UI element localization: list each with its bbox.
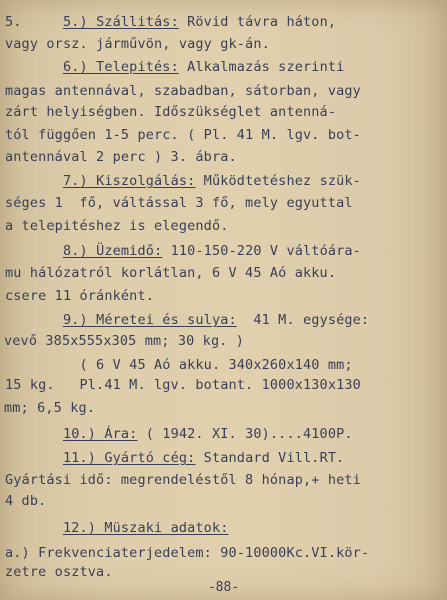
text-line [4, 400, 95, 416]
section-heading: 11.) Gyártó cég: [62, 450, 196, 466]
section-heading: 8.) Üzemidő: [62, 243, 163, 259]
line-text [5, 426, 63, 442]
line-text: mm; 6,5 kg. [4, 400, 96, 416]
line-text: 41 M. egysége: [236, 312, 370, 328]
text-line [5, 59, 344, 75]
text-line [5, 472, 361, 488]
text-line [5, 14, 336, 30]
text-line [5, 564, 113, 580]
line-text [5, 520, 63, 536]
text-line [5, 83, 361, 99]
text-line [5, 288, 154, 304]
line-text: Gyártási idő: megrendeléstől 8 hónap,+ heti [5, 472, 361, 488]
line-text: séges 1 fő, váltással 3 fő, mely egyuttal [5, 195, 353, 211]
line-text: 5. [5, 14, 63, 30]
text-line [5, 450, 344, 466]
section-heading: 12.) Müszaki adatok: [62, 520, 229, 536]
line-text: vevő 385x555x305 mm; 30 kg. ) [4, 333, 245, 349]
section-heading: 7.) Kiszolgálás: [62, 173, 196, 189]
text-line [5, 493, 46, 509]
text-line [5, 218, 229, 234]
text-line [5, 265, 336, 281]
line-text: ( 6 V 45 Aó akku. 340x260x140 mm; [5, 357, 353, 373]
text-line [5, 377, 361, 393]
line-text: a.) Frekvenciaterjedelem: 90-10000Kc.VI.kör- [5, 545, 370, 561]
line-text: 15 kg. Pl.41 M. lgv. botant. 1000x130x130 [5, 377, 361, 393]
text-line [5, 520, 229, 536]
line-text [5, 312, 63, 328]
text-line [5, 426, 353, 442]
line-text: magas antennával, szabadban, sátorban, vagy [5, 83, 361, 99]
section-heading: 9.) Méretei és sulya: [62, 312, 237, 328]
line-text [5, 59, 63, 75]
section-heading: 5.) Szállitás: [62, 14, 179, 30]
line-text: antennával 2 perc ) 3. ábra. [5, 149, 237, 165]
line-text: csere 11 óránként. [5, 288, 154, 304]
line-text [5, 173, 63, 189]
line-text: Standard Vill.RT. [195, 450, 345, 466]
text-line [5, 312, 369, 328]
line-text: vagy orsz. járművön, vagy gk-án. [5, 36, 270, 52]
line-text [5, 243, 63, 259]
section-heading: 6.) Telepités: [62, 59, 179, 75]
line-text [5, 450, 63, 466]
line-text: Alkalmazás szerinti [178, 59, 345, 75]
section-heading: 10.) Ára: [62, 426, 138, 442]
line-text: zetre osztva. [5, 564, 113, 580]
line-text: 110-150-220 V váltóára- [162, 243, 361, 259]
line-text: zárt helyiségben. Időszükséglet antenná- [5, 104, 337, 120]
line-text: ( 1942. XI. 30)....4100P. [137, 426, 353, 442]
text-line [5, 36, 270, 52]
line-text: 4 db. [5, 493, 47, 509]
line-text: Működtetéshez szük- [195, 173, 361, 189]
text-line [5, 173, 361, 189]
line-text: mu hálózatról korlátlan, 6 V 45 Aó akku. [5, 265, 337, 281]
page-number: -88- [207, 580, 240, 595]
text-line [5, 104, 336, 120]
line-text: a telepitéshez is elegendő. [5, 218, 229, 234]
text-line [5, 545, 369, 561]
text-line [5, 149, 237, 165]
text-line [5, 357, 353, 373]
line-text: Rövid távra háton, [178, 14, 337, 30]
text-line [5, 195, 353, 211]
text-line [5, 127, 361, 143]
text-line [5, 243, 361, 259]
line-text: tól függően 1-5 perc. ( Pl. 41 M. lgv. bot- [5, 127, 361, 143]
text-line [4, 333, 244, 349]
